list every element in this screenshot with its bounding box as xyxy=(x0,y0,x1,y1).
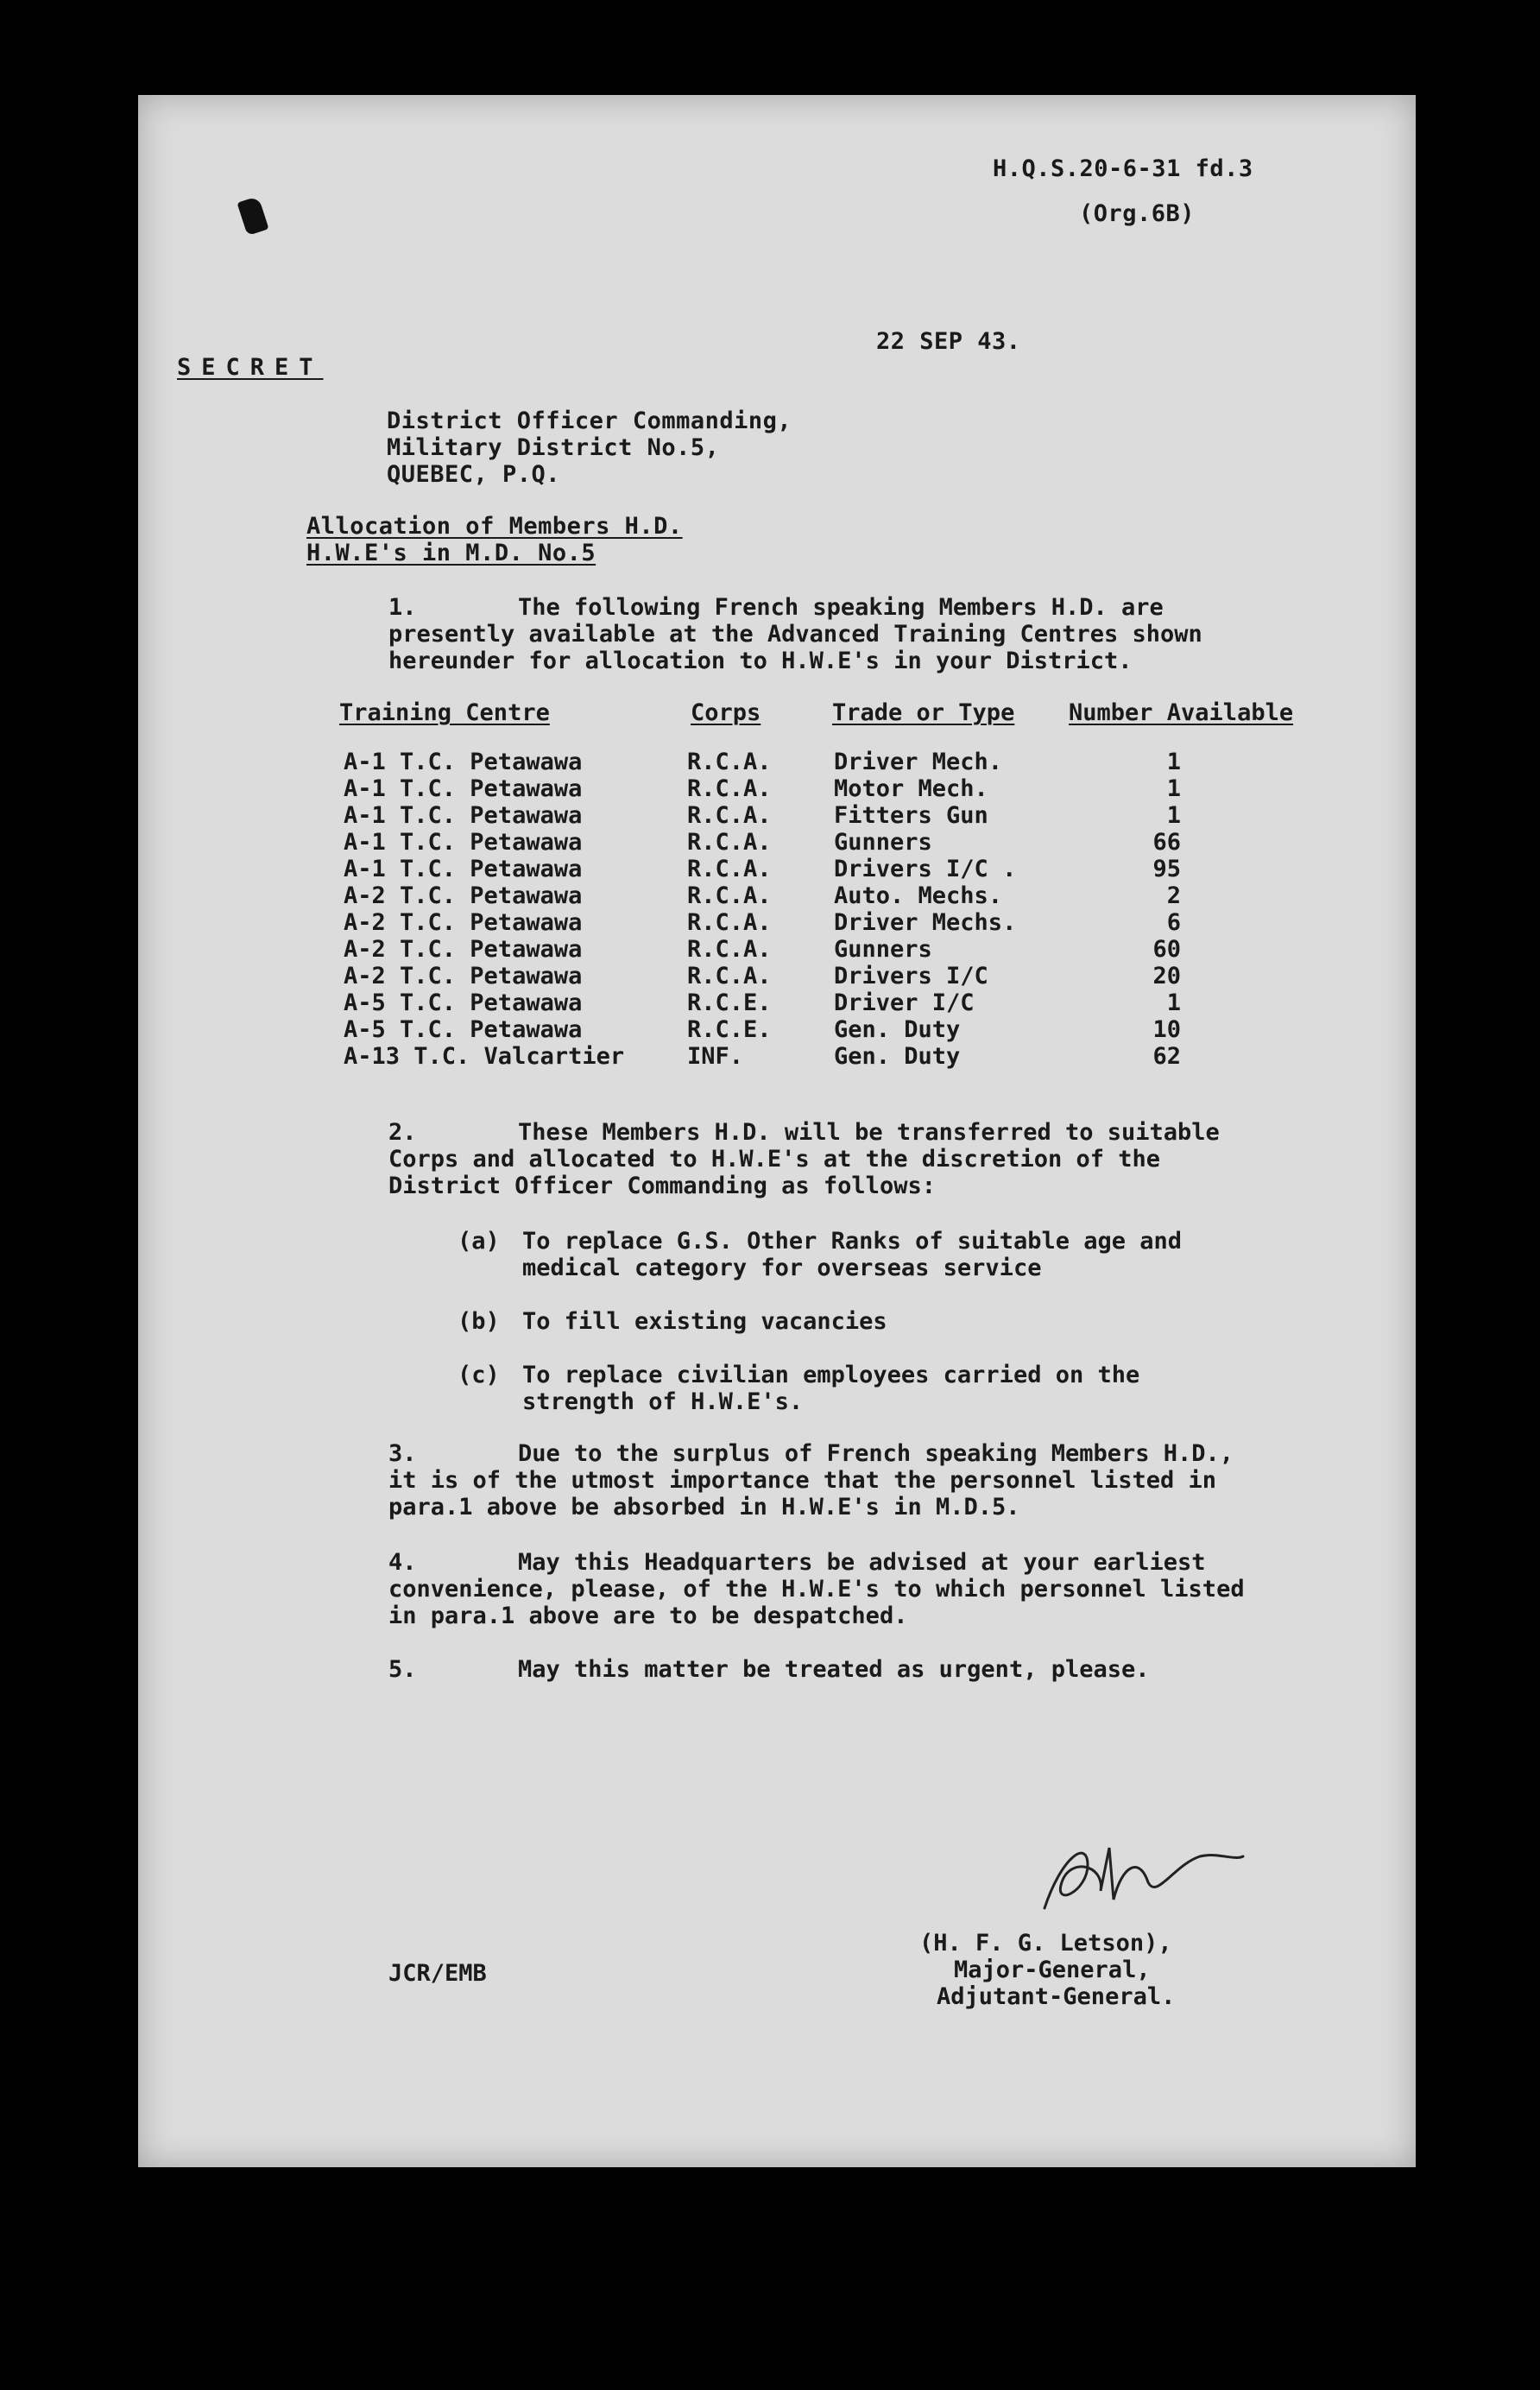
table-header-training-centre: Training Centre xyxy=(339,699,550,726)
signatory-title: Adjutant-General. xyxy=(937,1983,1176,2010)
table-row xyxy=(344,775,1379,802)
cell-trade: Gen. Duty xyxy=(834,1043,961,1070)
cell-number: 95 xyxy=(1152,856,1181,882)
cell-corps: R.C.A. xyxy=(687,749,772,775)
cell-corps: R.C.A. xyxy=(687,909,772,936)
cell-corps: R.C.A. xyxy=(687,856,772,882)
table-row xyxy=(344,963,1379,990)
para4-number: 4. xyxy=(388,1549,417,1576)
cell-training-centre: A-1 T.C. Petawawa xyxy=(344,749,583,775)
cell-trade: Drivers I/C . xyxy=(834,856,1017,882)
cell-number: 10 xyxy=(1152,1016,1181,1043)
cell-trade: Driver I/C xyxy=(834,990,975,1016)
signatory-rank: Major-General, xyxy=(954,1957,1151,1983)
para2-a-line-2: medical category for overseas service xyxy=(522,1255,1042,1281)
para5-line-1: May this matter be treated as urgent, please. xyxy=(518,1656,1150,1683)
table-row xyxy=(344,829,1379,856)
cell-corps: R.C.A. xyxy=(687,775,772,802)
cell-training-centre: A-2 T.C. Petawawa xyxy=(344,936,583,963)
para2-line-3: District Officer Commanding as follows: xyxy=(388,1173,936,1199)
cell-training-centre: A-2 T.C. Petawawa xyxy=(344,909,583,936)
para2-line-1: These Members H.D. will be transferred to suitable xyxy=(518,1119,1220,1146)
para4-line-1: May this Headquarters be advised at your earliest xyxy=(518,1549,1206,1576)
para3-line-1: Due to the surplus of French speaking Members H.D., xyxy=(518,1440,1234,1467)
cell-trade: Drivers I/C xyxy=(834,963,988,990)
subject-line-2: H.W.E's in M.D. No.5 xyxy=(306,540,596,566)
para3-number: 3. xyxy=(388,1440,417,1467)
cell-number: 62 xyxy=(1152,1043,1181,1070)
cell-training-centre: A-1 T.C. Petawawa xyxy=(344,829,583,856)
para2-c-label: (c) xyxy=(458,1362,500,1388)
cell-number: 66 xyxy=(1152,829,1181,856)
cell-trade: Fitters Gun xyxy=(834,802,988,829)
cell-training-centre: A-2 T.C. Petawawa xyxy=(344,963,583,990)
addressee-line-1: District Officer Commanding, xyxy=(387,408,792,434)
cell-trade: Gen. Duty xyxy=(834,1016,961,1043)
table-row xyxy=(344,936,1379,963)
cell-number: 1 xyxy=(1166,775,1181,802)
cell-trade: Auto. Mechs. xyxy=(834,882,1003,909)
table-row xyxy=(344,990,1379,1016)
cell-training-centre: A-2 T.C. Petawawa xyxy=(344,882,583,909)
cell-trade: Driver Mechs. xyxy=(834,909,1017,936)
table-row xyxy=(344,1043,1379,1070)
table-header-trade: Trade or Type xyxy=(832,699,1015,726)
cell-number: 1 xyxy=(1166,802,1181,829)
para2-b-line-1: To fill existing vacancies xyxy=(522,1308,887,1335)
signatory-name: (H. F. G. Letson), xyxy=(919,1930,1172,1957)
cell-number: 60 xyxy=(1152,936,1181,963)
cell-corps: R.C.A. xyxy=(687,936,772,963)
table-row xyxy=(344,909,1379,936)
cell-training-centre: A-1 T.C. Petawawa xyxy=(344,775,583,802)
subject-line-1: Allocation of Members H.D. xyxy=(306,513,683,540)
cell-corps: R.C.E. xyxy=(687,990,772,1016)
cell-training-centre: A-1 T.C. Petawawa xyxy=(344,802,583,829)
cell-trade: Gunners xyxy=(834,829,932,856)
cell-corps: R.C.A. xyxy=(687,963,772,990)
document-date: 22 SEP 43. xyxy=(876,328,1021,355)
addressee-line-2: Military District No.5, xyxy=(387,434,720,461)
table-row xyxy=(344,1016,1379,1043)
cell-trade: Driver Mech. xyxy=(834,749,1003,775)
cell-corps: R.C.A. xyxy=(687,829,772,856)
cell-corps: INF. xyxy=(687,1043,744,1070)
cell-corps: R.C.A. xyxy=(687,802,772,829)
para2-b-label: (b) xyxy=(458,1308,500,1335)
table-row xyxy=(344,749,1379,775)
document-page xyxy=(138,95,1416,2167)
para2-a-line-1: To replace G.S. Other Ranks of suitable age and xyxy=(522,1228,1183,1255)
para1-number: 1. xyxy=(388,594,417,621)
para2-a-label: (a) xyxy=(458,1228,500,1255)
classification-stamp: SECRET xyxy=(177,354,324,381)
para1-line-3: hereunder for allocation to H.W.E's in your District. xyxy=(388,648,1133,674)
cell-corps: R.C.A. xyxy=(687,882,772,909)
para2-number: 2. xyxy=(388,1119,417,1146)
para3-line-2: it is of the utmost importance that the personnel listed in xyxy=(388,1467,1217,1494)
cell-trade: Gunners xyxy=(834,936,932,963)
para2-c-line-2: strength of H.W.E's. xyxy=(522,1388,804,1415)
para1-line-1: The following French speaking Members H.D. are xyxy=(518,594,1164,621)
staple-mark xyxy=(237,196,268,236)
para2-line-2: Corps and allocated to H.W.E's at the discretion of the xyxy=(388,1146,1161,1173)
para4-line-3: in para.1 above are to be despatched. xyxy=(388,1603,908,1629)
para3-line-3: para.1 above be absorbed in H.W.E's in M.D.5. xyxy=(388,1494,1020,1521)
table-header-corps: Corps xyxy=(691,699,761,726)
file-reference: H.Q.S.20-6-31 fd.3 xyxy=(993,155,1253,182)
cell-number: 2 xyxy=(1166,882,1181,909)
org-reference: (Org.6B) xyxy=(1079,200,1196,227)
para2-c-line-1: To replace civilian employees carried on the xyxy=(522,1362,1140,1388)
cell-number: 20 xyxy=(1152,963,1181,990)
para4-line-2: convenience, please, of the H.W.E's to which personnel listed xyxy=(388,1576,1245,1603)
cell-corps: R.C.E. xyxy=(687,1016,772,1043)
para5-number: 5. xyxy=(388,1656,417,1683)
para1-line-2: presently available at the Advanced Training Centres shown xyxy=(388,621,1202,648)
table-row xyxy=(344,882,1379,909)
addressee-line-3: QUEBEC, P.Q. xyxy=(387,461,561,488)
cell-number: 1 xyxy=(1166,990,1181,1016)
cell-training-centre: A-13 T.C. Valcartier xyxy=(344,1043,625,1070)
cell-number: 1 xyxy=(1166,749,1181,775)
cell-training-centre: A-5 T.C. Petawawa xyxy=(344,1016,583,1043)
cell-trade: Motor Mech. xyxy=(834,775,988,802)
cell-number: 6 xyxy=(1166,909,1181,936)
cell-training-centre: A-5 T.C. Petawawa xyxy=(344,990,583,1016)
handwritten-signature xyxy=(1027,1830,1252,1934)
cell-training-centre: A-1 T.C. Petawawa xyxy=(344,856,583,882)
table-row xyxy=(344,856,1379,882)
table-row xyxy=(344,802,1379,829)
reference-initials: JCR/EMB xyxy=(388,1960,487,1987)
table-header-number: Number Available xyxy=(1069,699,1294,726)
